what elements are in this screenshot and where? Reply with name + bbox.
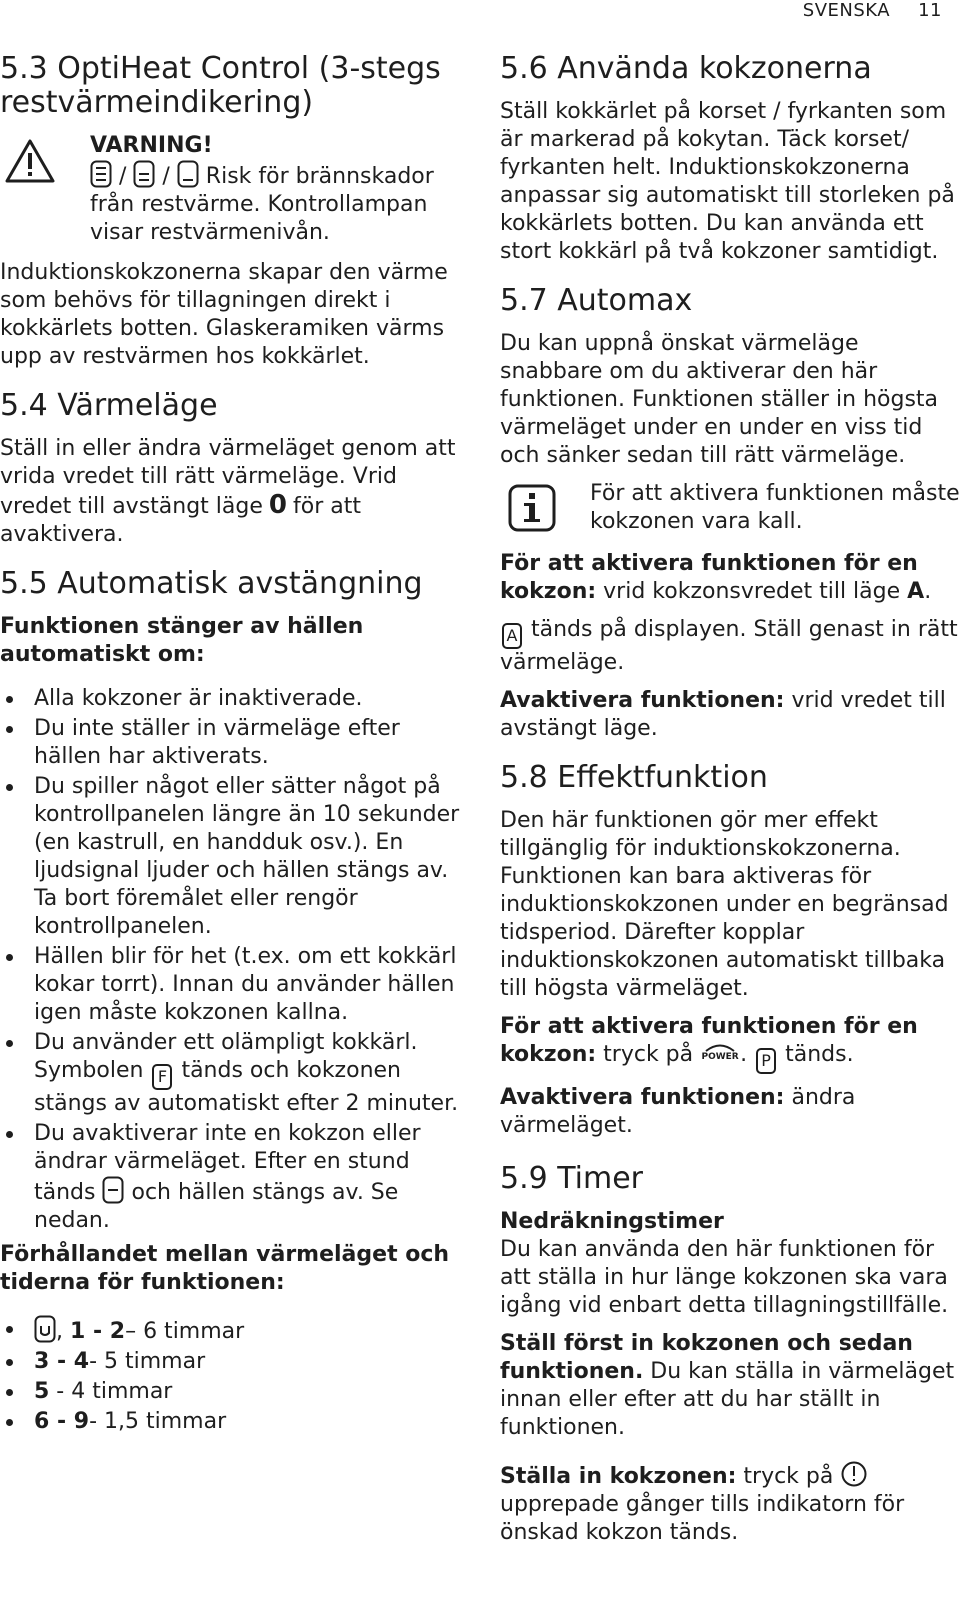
list-item-text-b: och hällen stängs av. Se nedan. [34, 1180, 399, 1233]
power-label: POWER [701, 1052, 739, 1062]
section-5-9-title: 5.9 Timer [500, 1161, 643, 1196]
warning-label: VARNING! [90, 133, 213, 158]
automax-activate [500, 550, 960, 606]
relation-separator: , [56, 1319, 63, 1344]
left-column [0, 52, 466, 1442]
minus-symbol-icon [102, 1176, 124, 1204]
relation-time: - 4 timmar [49, 1379, 173, 1404]
power-deactivate-label: Avaktivera funktionen: [500, 1085, 785, 1110]
timer-zone [500, 1460, 960, 1547]
list-item: Du spiller något eller sätter något på kontrollpanelen längre än 10 sekunder (en kastrull, en handduk osv.). En ljudsignal ljuder och hällen stängs av. Ta bort föremålet eller rengör kontrollpanelen. [0, 773, 466, 941]
automax-display [500, 616, 960, 677]
power-activate-label: För att aktivera funktionen för en kokzon: [500, 1014, 918, 1067]
section-5-4-body-a: Ställ in eller ändra värmeläget genom att vrida vredet till rätt värmeläge. Vrid vredet till avstängt läge [0, 436, 456, 519]
timer-first-text: Du kan ställa in värmeläget innan eller efter att du har ställt in funktionen. [500, 1359, 955, 1440]
list-item-text: Du använder ett olämpligt kokkärl. [34, 1030, 418, 1055]
relation-levels: 1 - 2 [70, 1319, 126, 1344]
section-5-4-title: 5.4 Värmeläge [0, 388, 218, 423]
list-item [0, 1029, 466, 1118]
section-5-4-body-b: för att avaktivera. [0, 494, 361, 547]
warning-triangle-icon [4, 138, 56, 184]
section-5-7-body: Du kan uppnå önskat värmeläge snabbare om du aktiverar den här funktionen. Funktionen ställer in högsta värmeläget under en under en viss tid och sänker sedan till rätt värmeläge. [500, 331, 939, 468]
timer-first [500, 1330, 960, 1442]
section-5-4-body [0, 435, 466, 549]
list-item [0, 1348, 466, 1376]
list-item [0, 1315, 466, 1346]
timer-zone-label: Ställa in kokzonen: [500, 1464, 737, 1489]
list-item [0, 1120, 466, 1235]
relation-time: - 1,5 timmar [89, 1409, 227, 1434]
warning-separator-1: / [112, 164, 134, 189]
relation-time: - 5 timmar [89, 1349, 206, 1374]
list-item-cont-b: tänds och kokzonen stängs av automatiskt efter 2 minuter. [34, 1058, 459, 1116]
residual-heat-medium-icon [133, 160, 155, 188]
power-activate-text: tryck på [596, 1042, 701, 1067]
timer-zone-text-a: tryck på [736, 1464, 841, 1489]
residual-heat-high-icon [90, 160, 112, 188]
power-deactivate [500, 1084, 960, 1140]
info-icon [508, 484, 556, 532]
warning-description: Risk för brännskador från restvärme. Kontrollampan visar restvärmenivån. [90, 164, 434, 245]
right-column [500, 52, 960, 1557]
relation-levels: 6 - 9 [34, 1409, 90, 1434]
automax-activate-a: A [907, 579, 925, 604]
a-symbol-icon: A [502, 623, 522, 649]
automax-display-text: tänds på displayen. Ställ genast in rätt värmeläge. [500, 617, 958, 675]
relation-list [0, 1315, 466, 1436]
relation-title: Förhållandet mellan värmeläget och tiderna för funktionen: [0, 1242, 450, 1295]
list-item: Du inte ställer in värmeläge efter hällen har aktiverats. [0, 715, 466, 771]
p-symbol-icon: P [756, 1048, 776, 1074]
automax-activate-text: vrid kokzonsvredet till läge [596, 579, 908, 604]
section-5-7-title: 5.7 Automax [500, 283, 693, 318]
section-5-8-title: 5.8 Effektfunktion [500, 760, 768, 795]
timer-first-label: Ställ först in kokzonen och sedan funktionen. [500, 1331, 913, 1384]
relation-levels: 3 - 4 [34, 1349, 90, 1374]
list-item [0, 1408, 466, 1436]
relation-levels: 5 [34, 1379, 50, 1404]
section-5-6-title: 5.6 Använda kokzonerna [500, 51, 872, 86]
warning-text [90, 160, 466, 247]
list-item-text-a: Du avaktiverar inte en kokzon eller ändrar värmeläget. Efter en stund tänds [34, 1121, 421, 1205]
automax-activate-end: . [924, 579, 932, 604]
spacer [500, 1452, 960, 1460]
timer-icon [840, 1460, 868, 1488]
section-5-5-title: 5.5 Automatisk avstängning [0, 566, 423, 601]
countdown-title: Nedräkningstimer [500, 1209, 724, 1234]
list-item-cont-a: Symbolen [34, 1058, 144, 1083]
residual-heat-low-icon [177, 160, 199, 188]
warning-block [0, 132, 466, 247]
power-deactivate-text: ändra värmeläget. [500, 1085, 856, 1138]
auto-off-list [0, 685, 466, 1235]
automax-activate-label: För att aktivera funktionen för en kokzon: [500, 551, 918, 604]
section-5-5-intro: Funktionen stänger av hällen automatiskt om: [0, 614, 364, 667]
section-5-8-body: Den här funktionen gör mer effekt tillgänglig för induktionskokzonerna. Funktionen kan bara aktiveras för induktionskokzonen under en begränsad tidsperiod. Därefter kopplar induktionskokzonen automatiskt tillbaka till högsta värmeläget. [500, 808, 949, 1001]
warning-separator-2: / [155, 164, 177, 189]
section-5-3-body: Induktionskokzonerna skapar den värme som behövs för tillagningen direkt i kokkärlets botten. Glaskeramiken värms upp av restvärmen hos kokkärlet. [0, 260, 448, 369]
header-language: SVENSKA [802, 0, 891, 21]
section-5-6-body: Ställ kokkärlet på korset / fyrkanten som är markerad på kokytan. Täck korset/ fyrkanten helt. Induktionskokzonerna anpassar sig automatiskt till storleken på kokkärlets botten. Du kan använda ett stort kokkärl på två kokzoner samtidigt. [500, 99, 955, 264]
power-separator: . [740, 1042, 748, 1067]
power-activate [500, 1013, 960, 1074]
f-symbol-icon: F [152, 1064, 172, 1090]
countdown-body: Du kan använda den här funktionen för att ställa in hur länge kokzonen ska vara igång vid enbart detta tillagningstillfälle. [500, 1237, 949, 1318]
off-position-zero: 0 [268, 490, 287, 520]
list-item: Alla kokzoner är inaktiverade. [0, 685, 466, 713]
power-lit: tänds. [778, 1042, 854, 1067]
info-text: För att aktivera funktionen måste kokzonen vara kall. [590, 481, 960, 534]
automax-deactivate-text: vrid vredet till avstängt läge. [500, 688, 946, 741]
info-block [500, 480, 960, 536]
list-item [0, 1378, 466, 1406]
page-header [803, 0, 942, 22]
automax-deactivate [500, 687, 960, 743]
relation-time: – 6 timmar [125, 1319, 245, 1344]
page-number: 11 [918, 0, 942, 21]
section-5-3-title: 5.3 OptiHeat Control (3-stegs restvärmeindikering) [0, 51, 441, 120]
residual-heat-u-icon [34, 1315, 56, 1343]
timer-zone-text-b: upprepade gånger tills indikatorn för önskad kokzon tänds. [500, 1492, 905, 1545]
list-item: Hällen blir för het (t.ex. om ett kokkärl kokar torrt). Innan du använder hällen igen måste kokzonen kallna. [0, 943, 466, 1027]
automax-deactivate-label: Avaktivera funktionen: [500, 688, 785, 713]
power-icon [700, 1042, 740, 1062]
